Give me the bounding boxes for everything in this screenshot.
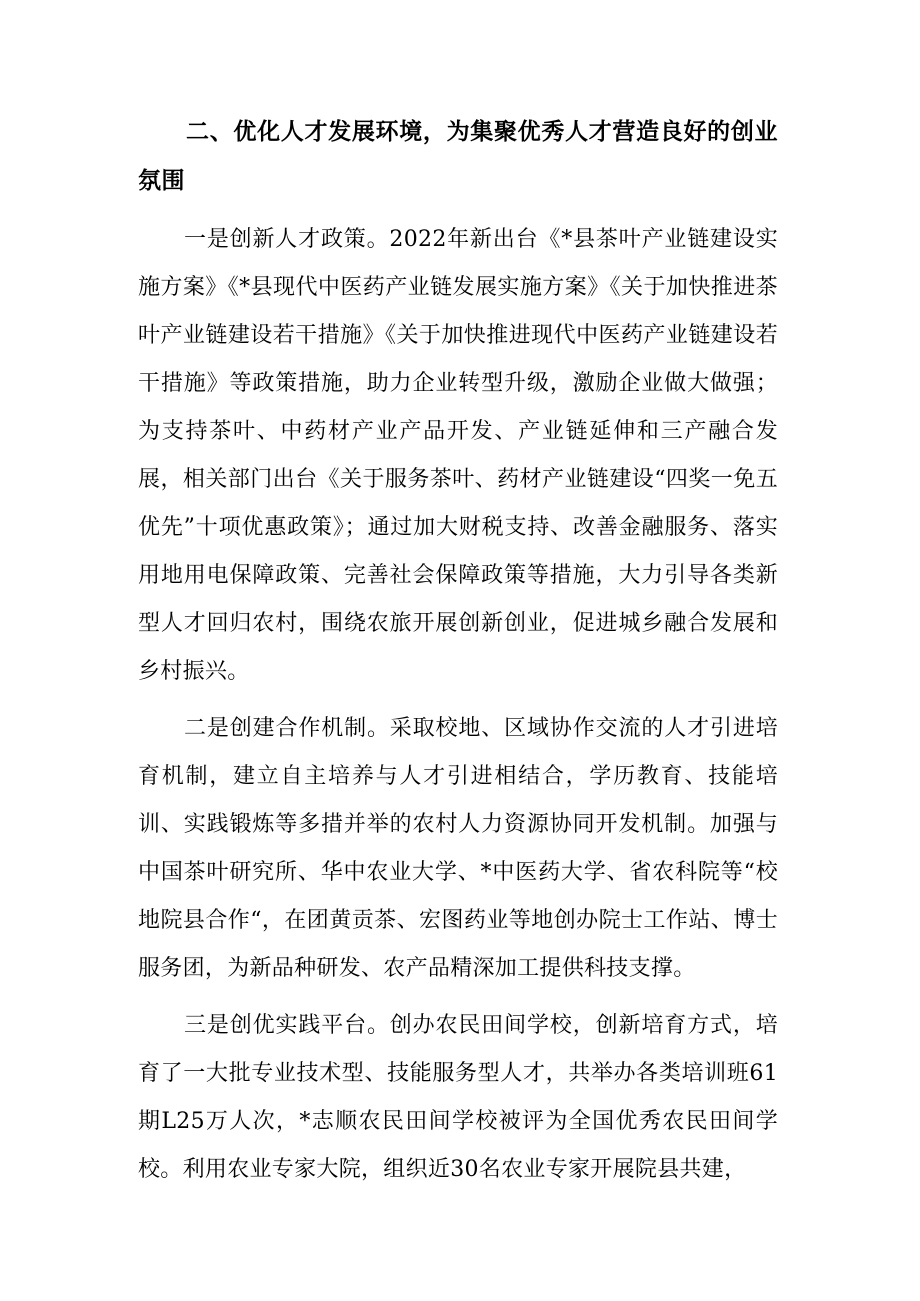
- paragraph-practice-platform: 三是创优实践平台。创办农民田间学校，创新培育方式，培育了一大批专业技术型、技能服务型人才，共举办各类培训班61期L25万人次，*志顺农民田间学校被评为全国优秀农民田间学校。利用农业专家大院，组织近30名农业专家开展院县共建，: [138, 1013, 778, 1182]
- document-body: [138, 108, 778, 1203]
- section-heading: 二、优化人才发展环境，为集聚优秀人才营造良好的创业氛围: [138, 119, 778, 194]
- paragraph-cooperation-mechanism: 二是创建合作机制。采取校地、区域协作交流的人才引进培育机制，建立自主培养与人才引进相结合，学历教育、技能培训、实践锻炼等多措并举的农村人力资源协同开发机制。加强与中国茶叶研究所、华中农业大学、*中医药大学、省农科院等“校地院县合作“，在团黄贡茶、宏图药业等地创办院士工作站、博士服务团，为新品种研发、农产品精深加工提供科技支撑。: [138, 716, 778, 981]
- paragraph-innovate-policy: 一是创新人才政策。2022年新出台《*县茶叶产业链建设实施方案》《*县现代中医药产业链发展实施方案》《关于加快推进茶叶产业链建设若干措施》《关于加快推进现代中医药产业链建设若干措施》等政策措施，助力企业转型升级，激励企业做大做强；为支持茶叶、中药材产业产品开发、产业链延伸和三产融合发展，相关部门出台《关于服务茶叶、药材产业链建设“四奖一免五优先”十项优惠政策》；通过加大财税支持、改善金融服务、落实用地用电保障政策、完善社会保障政策等措施，大力引导各类新型人才回归农村，围绕农旅开展创新创业，促进城乡融合发展和乡村振兴。: [138, 227, 778, 684]
